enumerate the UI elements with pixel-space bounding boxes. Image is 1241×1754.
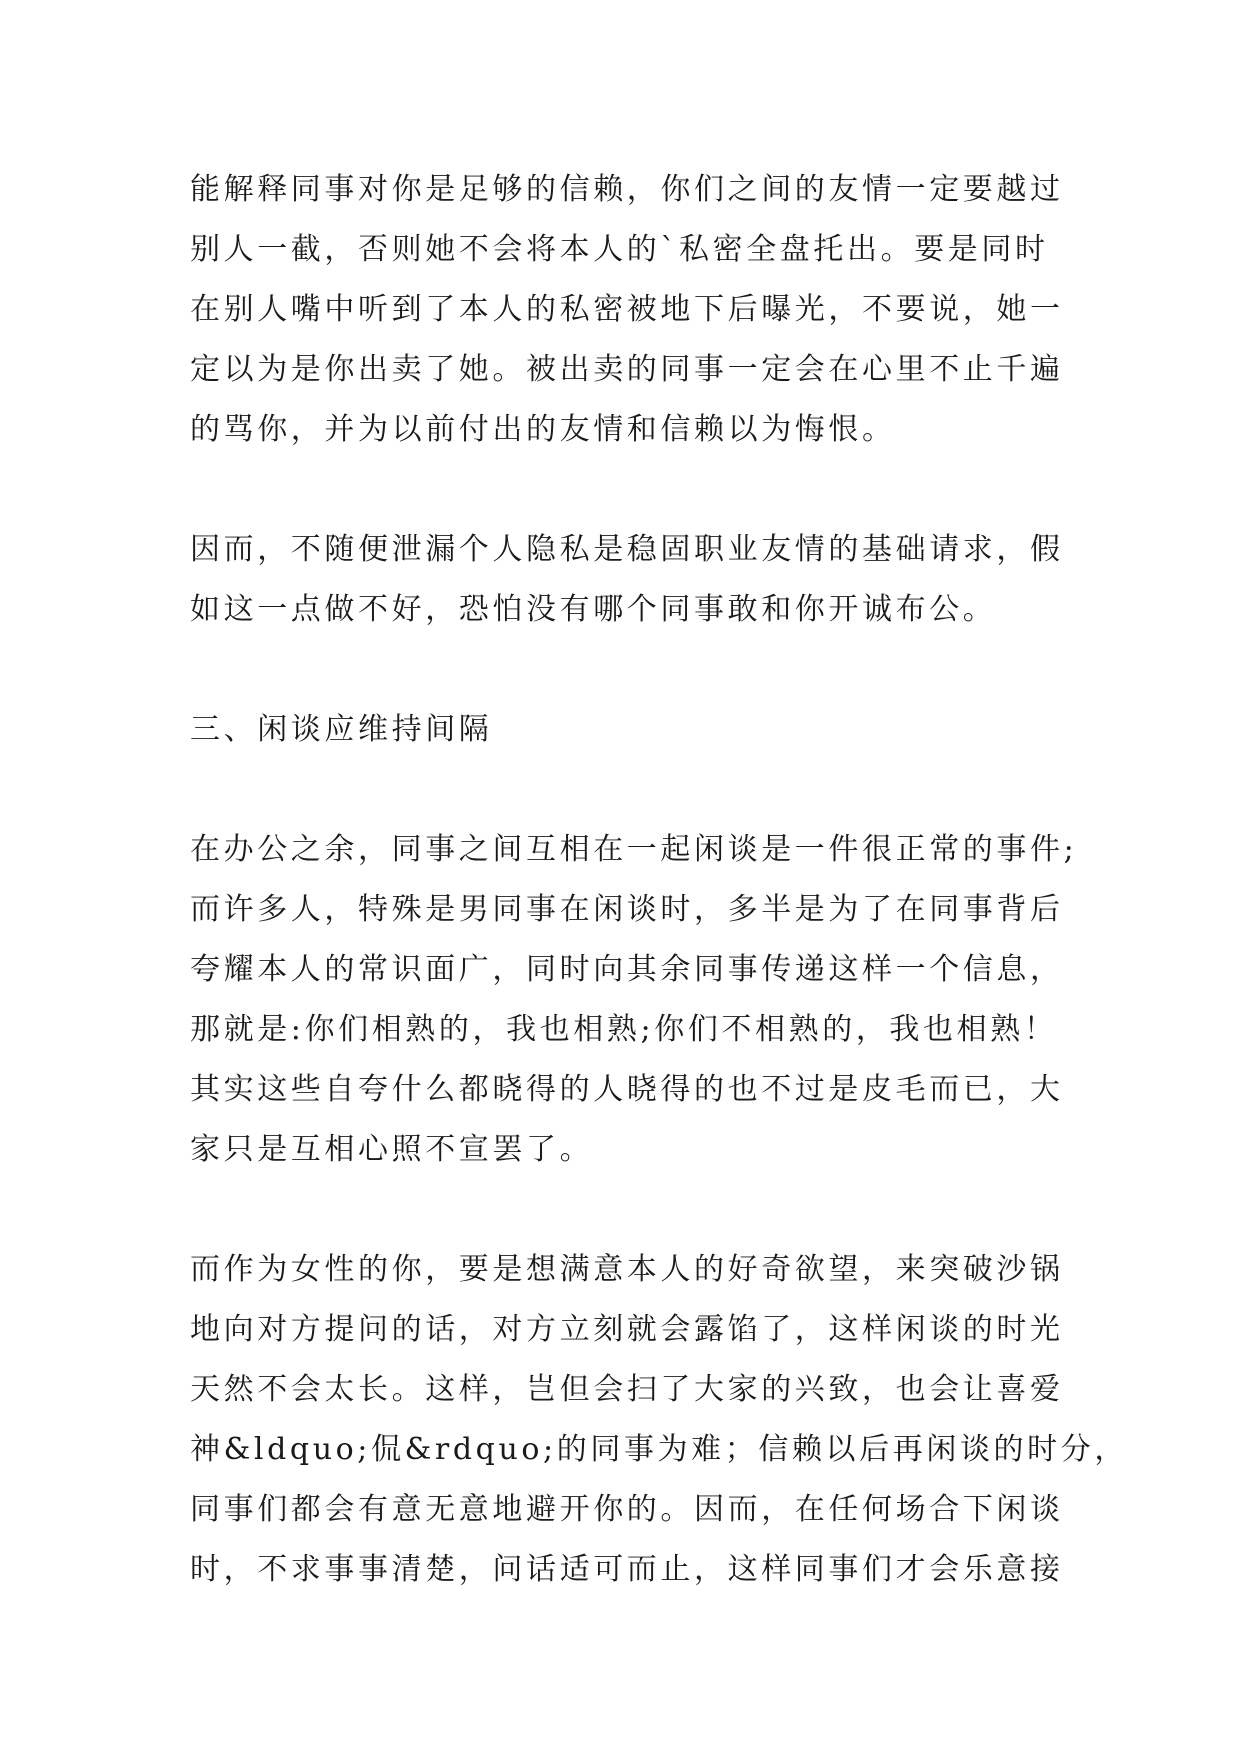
text-line: 地向对方提问的话，对方立刻就会露馅了，这样闲谈的时光 — [190, 1312, 1064, 1347]
text-line: 在别人嘴中听到了本人的私密被地下后曝光，不要说，她一 — [190, 292, 1064, 327]
text-line: 如这一点做不好，恐怕没有哪个同事敢和你开诚布公。 — [190, 592, 997, 627]
text-line: 夸耀本人的常识面广，同时向其余同事传递这样一个信息， — [190, 952, 1064, 987]
paragraph-2 — [190, 520, 1064, 640]
text-line: 在办公之余，同事之间互相在一起闲谈是一件很正常的事件; — [190, 832, 1078, 867]
text-line: 那就是:你们相熟的，我也相熟;你们不相熟的，我也相熟！ — [190, 1012, 1058, 1047]
paragraph-1 — [190, 160, 1064, 460]
text-line: 其实这些自夸什么都晓得的人晓得的也不过是皮毛而已，大 — [190, 1072, 1064, 1107]
text-line: 定以为是你出卖了她。被出卖的同事一定会在心里不止千遍 — [190, 352, 1064, 387]
text-line: 因而，不随便泄漏个人隐私是稳固职业友情的基础请求，假 — [190, 532, 1064, 567]
text-line: 家只是互相心照不宣罢了。 — [190, 1132, 594, 1167]
paragraph-4 — [190, 1240, 1128, 1600]
text-line: 同事们都会有意无意地避开你的。因而，在任何场合下闲谈 — [190, 1492, 1064, 1527]
text-line: 神&ldquo;侃&rdquo;的同事为难；信赖以后再闲谈的时分， — [190, 1432, 1128, 1467]
text-line: 别人一截，否则她不会将本人的`私密全盘托出。要是同时 — [190, 232, 1049, 267]
text-line: 而许多人，特殊是男同事在闲谈时，多半是为了在同事背后 — [190, 892, 1064, 927]
text-line: 的骂你，并为以前付出的友情和信赖以为悔恨。 — [190, 412, 896, 447]
text-line: 天然不会太长。这样，岂但会扫了大家的兴致，也会让喜爱 — [190, 1372, 1064, 1407]
section-heading — [190, 700, 1060, 760]
text-line: 时，不求事事清楚，问话适可而止，这样同事们才会乐意接 — [190, 1552, 1064, 1587]
heading-text: 三、闲谈应维持间隔 — [190, 712, 493, 747]
text-line: 而作为女性的你，要是想满意本人的好奇欲望，来突破沙锅 — [190, 1252, 1064, 1287]
paragraph-3 — [190, 820, 1078, 1180]
text-line: 能解释同事对你是足够的信赖，你们之间的友情一定要越过 — [190, 172, 1064, 207]
document-body — [190, 160, 1128, 1660]
